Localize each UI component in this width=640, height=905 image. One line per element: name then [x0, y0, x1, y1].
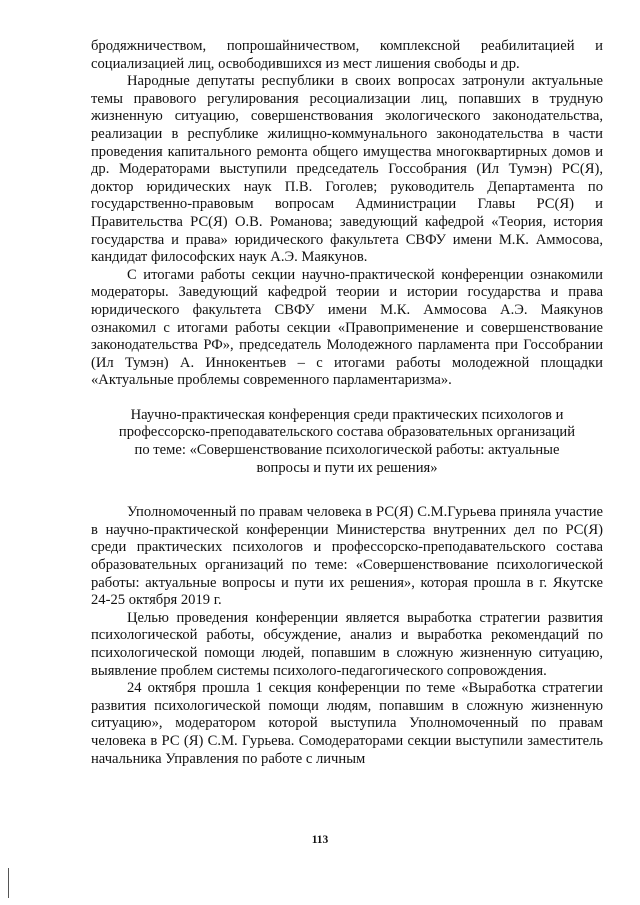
section-heading-line: по теме: «Совершенствование психологической работы: актуальные	[134, 442, 560, 459]
scan-edge-mark	[8, 868, 9, 898]
body-paragraph-1: бродяжничеством, попрошайничеством, комплексной реабилитацией и социализацией лиц, освободившихся из мест лишения свободы и др.	[91, 38, 603, 72]
document-page	[91, 38, 603, 768]
section-heading-line: Научно-практическая конференция среди практических психологов и	[130, 406, 564, 423]
body-paragraph-2: Народные депутаты республики в своих вопросах затронули актуальные темы правового регулирования ресоциализации лиц, попавших в трудную жизненную ситуацию, совершенствования экологического законодательства, реализации в республике жилищно-коммунального законодательства в части проведения капитального ремонта общего имущества многоквартирных домов и др. Модераторами выступили председатель Госсобрания (Ил Тумэн) РС(Я), доктор юридических наук П.В. Гоголев; руководитель Департамента по государственно-правовым вопросам Администрации Главы РС(Я) и Правительства РС(Я) О.В. Романова; заведующий кафедрой «Теория, история государства и права» юридического факультета СВФУ имени М.К. Аммосова, кандидат философских наук А.Э. Маякунов.	[91, 73, 603, 266]
body-paragraph-6: 24 октября прошла 1 секция конференции по теме «Выработка стратегии развития психологической помощи людям, попавшим в сложную жизненную ситуацию», модератором которой выступила Уполномоченный по правам человека в РС (Я) С.М. Гурьева. Сомодераторами секции выступили заместитель начальника Управления по работе с личным	[91, 680, 603, 767]
section-heading	[91, 407, 603, 477]
section-heading-line: вопросы и пути их решения»	[256, 459, 438, 476]
page-number: 113	[311, 834, 329, 846]
body-paragraph-4: Уполномоченный по правам человека в РС(Я) С.М.Гурьева приняла участие в научно-практической конференции Министерства внутренних дел по РС(Я) среди практических психологов и профессорско-преподавательского состава образовательных организаций по теме: «Совершенствование психологической работы: актуальные вопросы и пути их решения», которая прошла в г. Якутске 24-25 октября 2019 г.	[91, 504, 603, 609]
body-paragraph-3: С итогами работы секции научно-практической конференции ознакомили модераторы. Заведующий кафедрой теории и истории государства и права юридического факультета СВФУ имени М.К. Аммосова А.Э. Маякунов ознакомил с итогами работы секции «Правоприменение и совершенствование законодательства РФ», председатель Молодежного парламента при Госсобрании (Ил Тумэн) А. Иннокентьев – с итогами работы молодежной площадки «Актуальные проблемы современного парламентаризма».	[91, 266, 603, 389]
body-paragraph-5: Целью проведения конференции является выработка стратегии развития психологической работы, обсуждение, анализ и выработка рекомендаций по психологической помощи людей, попавшим в сложную жизненную ситуацию, выявление проблем системы психолого-педагогического сопровождения.	[91, 609, 603, 679]
section-heading-line: профессорско-преподавательского состава образовательных организаций	[118, 424, 576, 441]
